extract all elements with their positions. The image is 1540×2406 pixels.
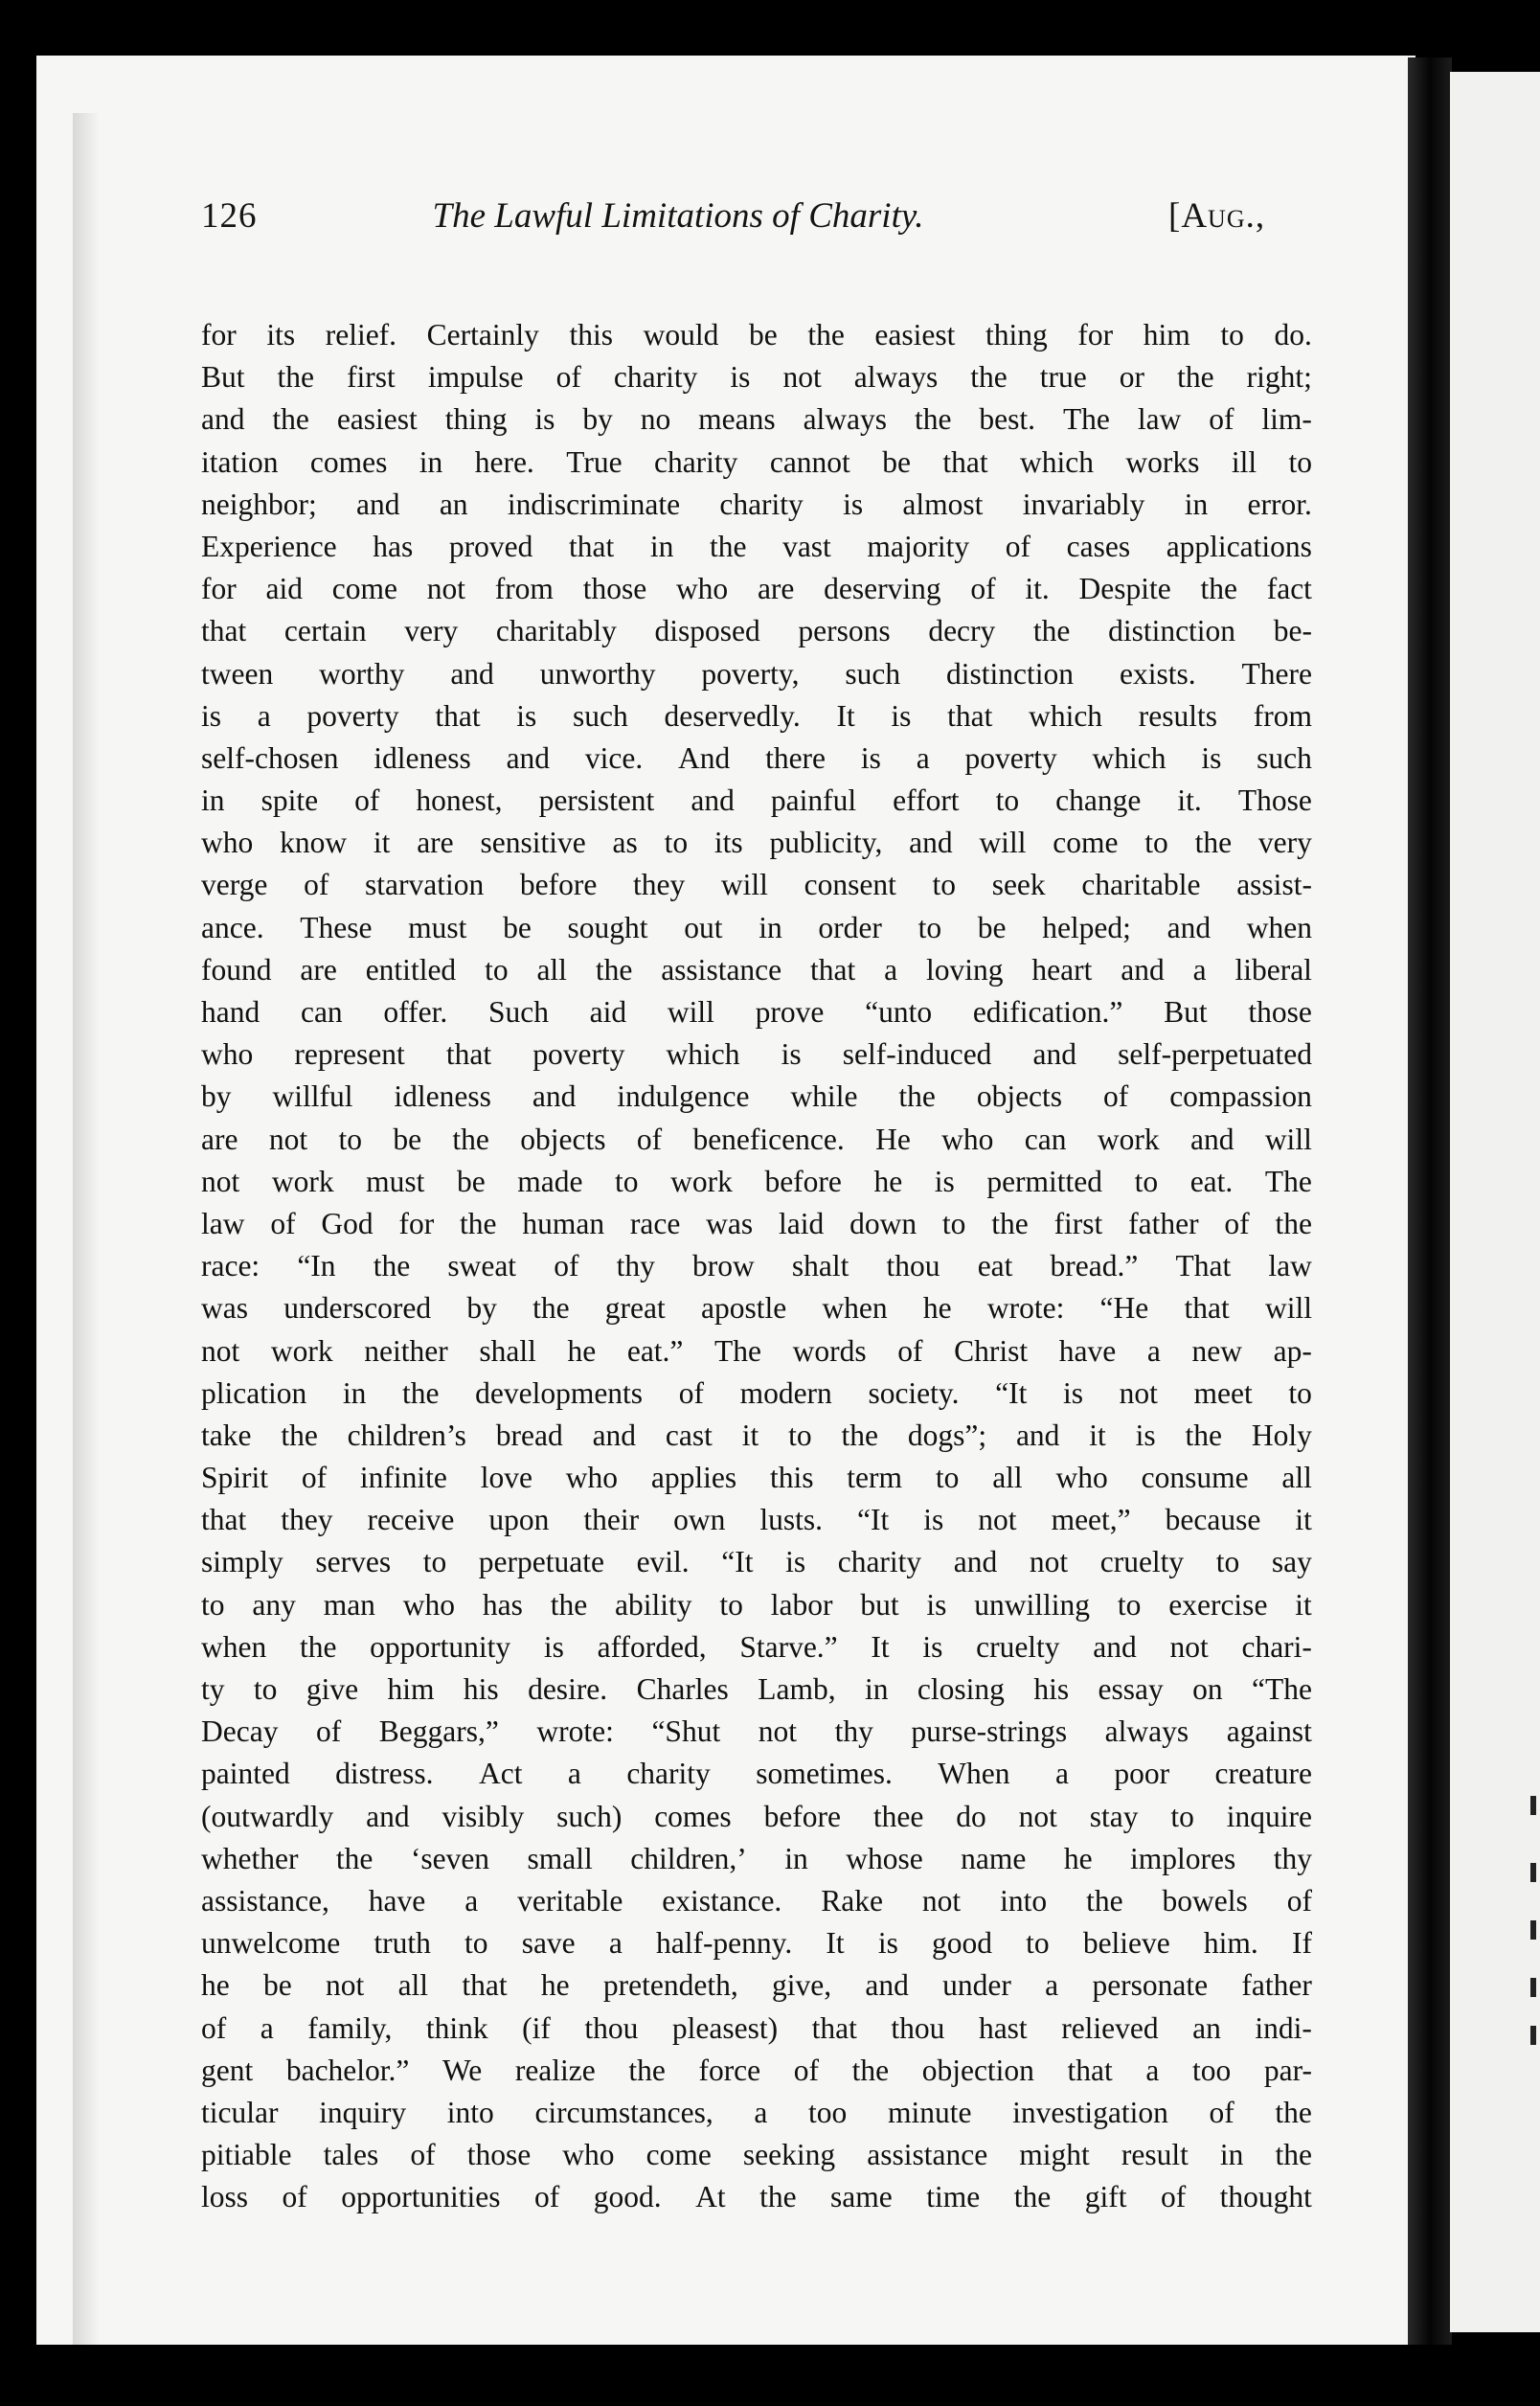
text-line: But the first impulse of charity is not always the true or the right; <box>201 360 1312 395</box>
text-line: plication in the developments of modern society. “It is not meet to <box>201 1375 1312 1410</box>
text-line: verge of starvation before they will consent to seek charitable assist- <box>201 868 1312 902</box>
text-line: pitiable tales of those who come seeking assistance might result in the <box>201 2138 1312 2172</box>
text-line: ty to give him his desire. Charles Lamb, in closing his essay on “The <box>201 1672 1312 1706</box>
text-line: simply serves to perpetuate evil. “It is charity and not cruelty to say <box>201 1545 1312 1579</box>
text-line: not work neither shall he eat.” The words of Christ have a new ap- <box>201 1333 1312 1368</box>
book-page <box>36 56 1415 2345</box>
text-line: was underscored by the great apostle when he wrote: “He that will <box>201 1291 1312 1326</box>
text-line: itation comes in here. True charity cannot be that which works ill to <box>201 444 1312 479</box>
text-line: by willful idleness and indulgence while the objects of compassion <box>201 1079 1312 1114</box>
book-binding-gutter <box>1408 57 1452 2347</box>
text-line: painted distress. Act a charity sometimes. When a poor creature <box>201 1757 1312 1791</box>
text-line: Experience has proved that in the vast majority of cases applications <box>201 529 1312 563</box>
text-line: are not to be the objects of beneficence. He who can work and will <box>201 1122 1312 1156</box>
text-line: tween worthy and unworthy poverty, such distinction exists. There <box>201 656 1312 691</box>
text-fragment-mark <box>1530 1920 1536 1940</box>
text-line: race: “In the sweat of thy brow shalt thou eat bread.” That law <box>201 1249 1312 1283</box>
text-line: neighbor; and an indiscriminate charity is almost invariably in error. <box>201 487 1312 521</box>
text-line: when the opportunity is afforded, Starve.” It is cruelty and not chari- <box>201 1629 1312 1664</box>
text-line: that certain very charitably disposed persons decry the distinction be- <box>201 614 1312 648</box>
text-line: ticular inquiry into circumstances, a too minute investigation of the <box>201 2095 1312 2129</box>
text-line: who know it are sensitive as to its publicity, and will come to the very <box>201 826 1312 860</box>
text-line: Spirit of infinite love who applies this term to all who consume all <box>201 1461 1312 1495</box>
text-line: for aid come not from those who are deserving of it. Despite the fact <box>201 572 1312 606</box>
running-title: The Lawful Limitations of Charity. <box>432 196 924 236</box>
text-line: to any man who has the ability to labor but is unwilling to exercise it <box>201 1587 1312 1622</box>
text-line: whether the ‘seven small children,’ in whose name he implores thy <box>201 1841 1312 1875</box>
text-line: (outwardly and visibly such) comes before thee do not stay to inquire <box>201 1799 1312 1833</box>
text-line: that they receive upon their own lusts. “It is not meet,” because it <box>201 1503 1312 1537</box>
text-line: not work must be made to work before he is permitted to eat. The <box>201 1164 1312 1198</box>
text-line: assistance, have a veritable existance. Rake not into the bowels of <box>201 1883 1312 1918</box>
text-line: take the children’s bread and cast it to the dogs”; and it is the Holy <box>201 1418 1312 1452</box>
scan-bottom-border <box>0 2345 1540 2406</box>
text-fragment-mark <box>1530 1796 1536 1815</box>
text-line: in spite of honest, persistent and painful effort to change it. Those <box>201 783 1312 818</box>
facing-page-edge <box>1450 72 1540 2332</box>
page-left-edge-shadow <box>73 113 100 2400</box>
text-line: who represent that poverty which is self-induced and self-perpetuated <box>201 1037 1312 1072</box>
text-fragment-mark <box>1530 1863 1536 1882</box>
text-line: hand can offer. Such aid will prove “unto edification.” But those <box>201 995 1312 1029</box>
text-line: unwelcome truth to save a half-penny. It is good to believe him. If <box>201 1926 1312 1961</box>
text-line: he be not all that he pretendeth, give, and under a personate father <box>201 1968 1312 2003</box>
text-fragment-mark <box>1530 1978 1536 1997</box>
text-fragment-mark <box>1530 2026 1536 2045</box>
running-header <box>36 195 1415 253</box>
text-line: self-chosen idleness and vice. And there is a poverty which is such <box>201 740 1312 775</box>
scan-top-border <box>0 0 1540 56</box>
page-number: 126 <box>201 196 258 236</box>
text-line: and the easiest thing is by no means always the best. The law of lim- <box>201 402 1312 437</box>
text-line: ance. These must be sought out in order to be helped; and when <box>201 910 1312 944</box>
text-line: law of God for the human race was laid down to the first father of the <box>201 1206 1312 1240</box>
text-line: for its relief. Certainly this would be the easiest thing for him to do. <box>201 318 1312 352</box>
text-line: Decay of Beggars,” wrote: “Shut not thy purse-strings always against <box>201 1714 1312 1749</box>
date-mark: [Aug., <box>1168 196 1266 236</box>
text-line: gent bachelor.” We realize the force of the objection that a too par- <box>201 2053 1312 2087</box>
text-line: is a poverty that is such deservedly. It is that which results from <box>201 698 1312 733</box>
text-line: found are entitled to all the assistance that a loving heart and a liberal <box>201 952 1312 987</box>
text-line: of a family, think (if thou pleasest) that thou hast relieved an indi- <box>201 2010 1312 2045</box>
text-line: loss of opportunities of good. At the same time the gift of thought <box>201 2180 1312 2214</box>
body-text <box>201 314 1312 2218</box>
